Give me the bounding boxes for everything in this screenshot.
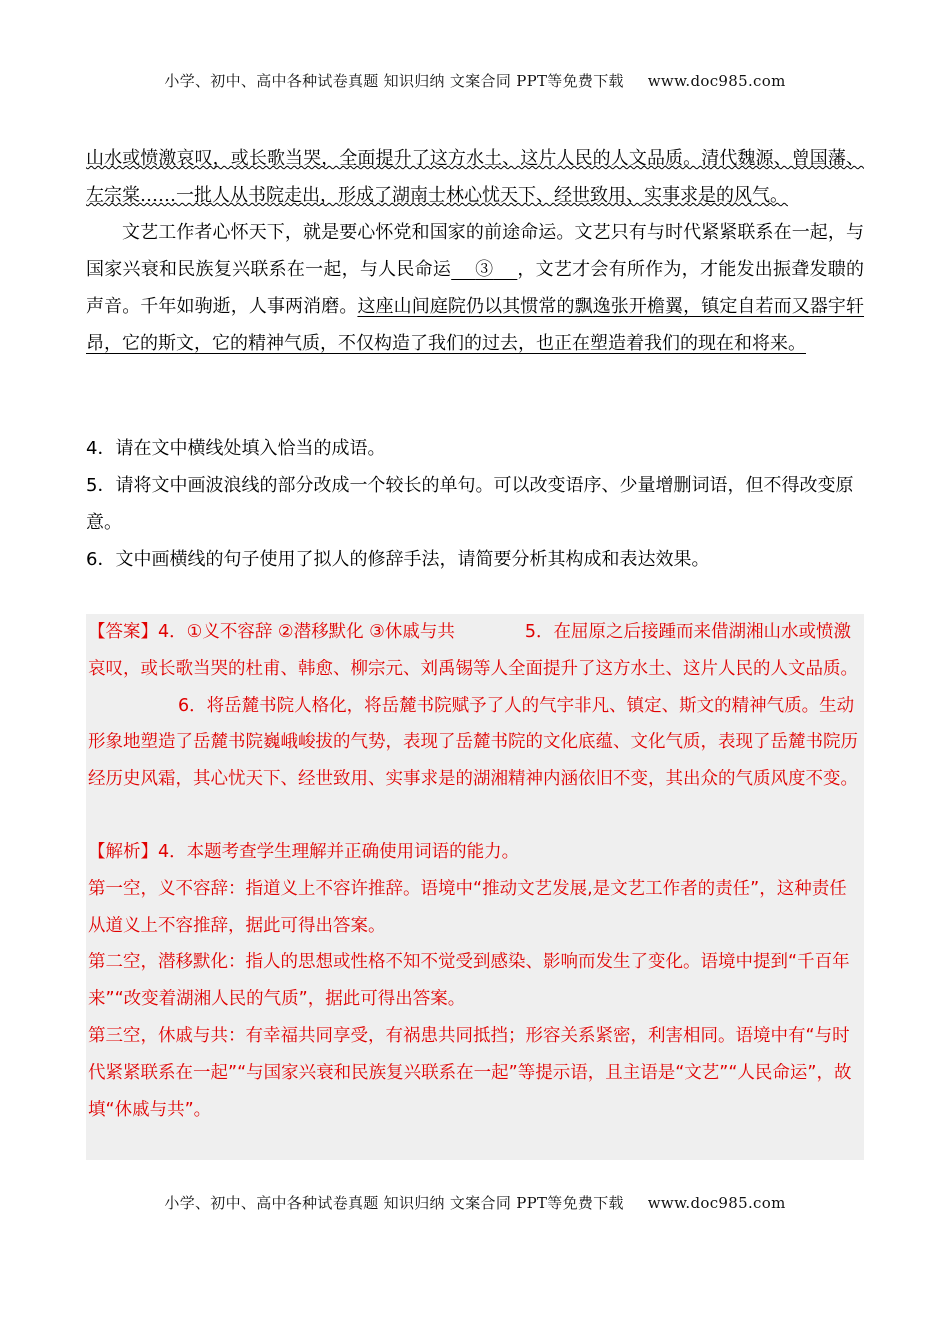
answer-4: 4．①义不容辞 ②潜移默化 ③休戚与共 [158, 622, 455, 642]
reading-passage [86, 140, 864, 362]
header-text: 小学、初中、高中各种试卷真题 知识归纳 文案合同 PPT等免费下载 [164, 72, 624, 90]
passage-text: 文艺工作者心怀天下，就是要心怀党和国家的前途命运。文艺只有与时代紧紧联系在一起，与国家兴衰和民族复兴联系在一起，与人民命运 [86, 222, 864, 280]
passage-text: ，文艺才会有所作为，才能发出振聋发聩的声音。千年如驹逝，人事两消磨。 [86, 259, 865, 317]
passage-paragraph-1: 山水或愤激哀叹，或长歌当哭，全面提升了这方水土、这片人民的人文品质。清代魏源、曾国藩、左宗棠……一批人从书院走出，形成了湖南士林心忧天下、经世致用、实事求是的风气。 [86, 148, 864, 206]
passage-paragraph-2 [86, 214, 864, 362]
page-footer [0, 1192, 950, 1213]
analysis-label: 【解析】 [88, 841, 158, 862]
header-site[interactable]: www.doc985.com [647, 72, 786, 90]
fill-blank-3: ③ [475, 259, 494, 280]
analysis-heading [86, 834, 864, 871]
answer-6: 6．将岳麓书院人格化，将岳麓书院赋予了人的气宇非凡、镇定、斯文的精神气质。生动形象地塑造了岳麓书院巍峨峻拔的气势，表现了岳麓书院的文化底蕴、文化气质，表现了岳麓书院历经历史风霜，其心忧天下、经世致用、实事求是的湖湘精神内涵依旧不变，其出众的气质风度不变。 [88, 695, 858, 790]
question-4: 4．请在文中横线处填入恰当的成语。 [86, 438, 386, 459]
answer-block [86, 614, 864, 798]
answer-label: 【答案】 [88, 622, 158, 642]
question-5: 5．请将文中画波浪线的部分改成一个较长的单句。可以改变语序、少量增删词语，但不得改变原意。 [86, 475, 854, 533]
question-6: 6．文中画横线的句子使用了拟人的修辞手法，请简要分析其构成和表达效果。 [86, 549, 710, 570]
answer-5: 5．在屈原之后接踵而来借湖湘山水或愤激哀叹，或长歌当哭的杜甫、韩愈、柳宗元、刘禹锡等人全面提升了这方水土、这片人民的人文品质。 [88, 622, 858, 679]
page-header [0, 70, 950, 91]
footer-site[interactable]: www.doc985.com [647, 1194, 786, 1212]
question-list [86, 430, 864, 578]
answer-box [86, 614, 864, 1160]
analysis-item-1: 第一空，义不容辞：指道义上不容许推辞。语境中“推动文艺发展,是文艺工作者的责任”，这种责任从道义上不容推辞，据此可得出答案。 [88, 878, 847, 936]
footer-text: 小学、初中、高中各种试卷真题 知识归纳 文案合同 PPT等免费下载 [164, 1194, 624, 1212]
analysis-item-2: 第二空，潜移默化：指人的思想或性格不知不觉受到感染、影响而发生了变化。语境中提到“千百年来”“改变着湖湘人民的气质”，据此可得出答案。 [88, 952, 850, 1010]
analysis-intro: 4．本题考查学生理解并正确使用词语的能力。 [158, 841, 520, 862]
underlined-sentence: 这座山间庭院仍以其惯常的飘逸张开檐翼，镇定自若而又器宇轩昂，它的斯文，它的精神气质，不仅构造了我们的过去，也正在塑造着我们的现在和将来。 [86, 296, 865, 354]
analysis-item-3: 第三空，休戚与共：有幸福共同享受，有祸患共同抵挡；形容关系紧密，利害相同。语境中有“与时代紧紧联系在一起”“与国家兴衰和民族复兴联系在一起”等提示语，且主语是“文艺”“人民命运”，故填“休戚与共”。 [88, 1025, 852, 1120]
